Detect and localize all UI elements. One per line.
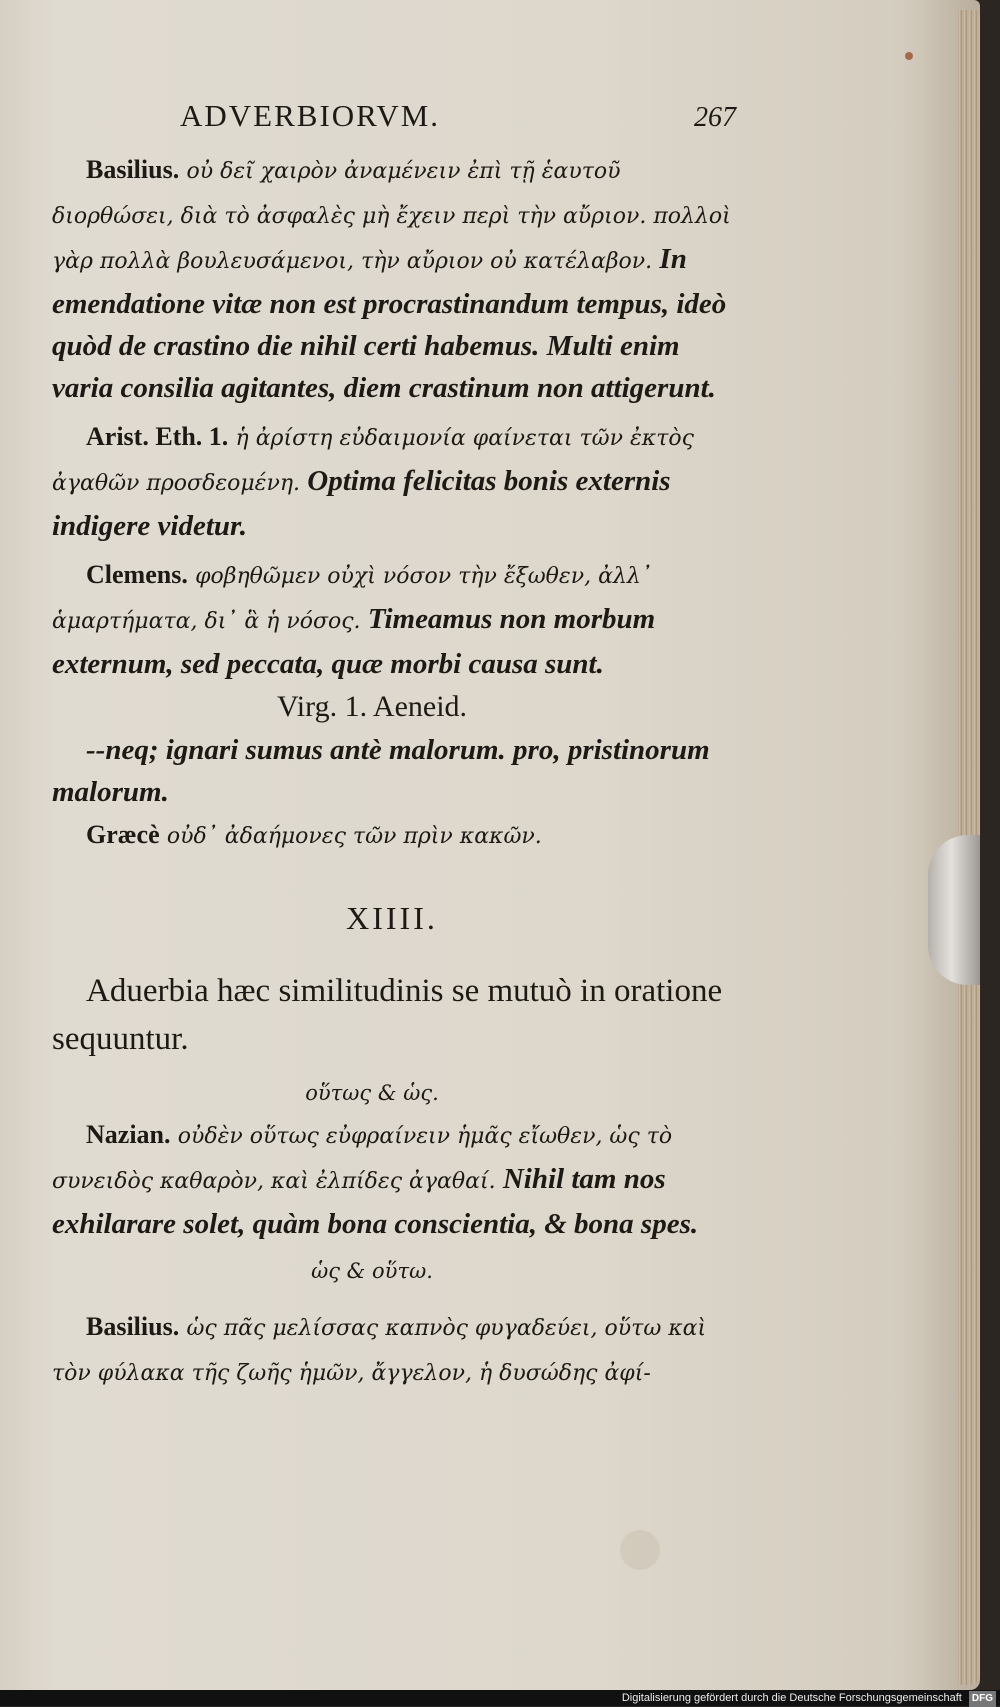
quote-basilius: [52, 148, 732, 409]
quote-clemens: [52, 553, 732, 685]
dfg-logo: DFG: [969, 1691, 996, 1707]
quote-author: Nazian.: [86, 1120, 171, 1149]
verse-greek: [52, 813, 732, 858]
latin-text: Timeamus non morbum externum, sed peccata, quæ morbi causa sunt.: [52, 603, 656, 680]
greek-text: οὐ δεῖ χαιρὸν ἀναμένειν ἐπὶ τῇ ἑαυτοῦ διορθώσει, διὰ τὸ ἀσφαλὲς μὴ ἔχειν περὶ τὴν αὔριον. πολλοὶ γὰρ πολλὰ βουλευσάμενοι, τὴν αὔριον οὐ κατέλαβον.: [52, 159, 731, 274]
greek-text: φοβηθῶμεν οὐχὶ νόσον τὴν ἔξωθεν, ἀλλ᾽ ἁμαρτήματα, δι᾽ ἃ ἡ νόσος.: [52, 564, 652, 634]
example-nazianzen: [52, 1113, 732, 1245]
adverb-pair-heading: ὡς & οὕτω.: [311, 1259, 433, 1283]
greek-label: Græcè: [86, 820, 160, 849]
stain-mark: [905, 52, 913, 60]
verse-line: [52, 729, 732, 813]
quote-author: Basilius.: [86, 155, 180, 184]
stain-mark: [620, 1530, 660, 1570]
verse-title: Virg. 1. Aeneid.: [276, 690, 468, 723]
running-head: ADVERBIORVM.: [180, 98, 441, 133]
page-header: [52, 98, 736, 148]
quote-author: Basilius.: [86, 1312, 180, 1341]
page-text: [52, 98, 736, 1395]
latin-text: Nihil tam nos exhilarare solet, quàm bona conscientia, & bona spes.: [52, 1163, 699, 1240]
quote-author: Clemens.: [86, 560, 188, 589]
greek-text: οὐδ᾽ ἀδαήμονες τῶν πρὶν κακῶν.: [166, 824, 542, 849]
adverb-pair-heading: οὕτως & ὡς.: [305, 1081, 439, 1105]
section-number: XIIII.: [346, 900, 438, 936]
latin-text: --neq; ignari sumus antè malorum. pro, pristinorum malorum.: [52, 734, 710, 808]
greek-text: οὐδὲν οὕτως εὐφραίνειν ἡμᾶς εἴωθεν, ὡς τὸ συνειδὸς καθαρὸν, καὶ ἐλπίδες ἀγαθαί.: [52, 1124, 673, 1194]
greek-text: ὡς πᾶς μελίσσας καπνὸς φυγαδεύει, οὕτω καὶ τὸν φύλακα τῆς ζωῆς ἡμῶν, ἄγγελον, ἡ δυσώδης ἀφί-: [52, 1316, 707, 1386]
page-number: 267: [694, 102, 736, 133]
latin-text: Optima felicitas bonis externis indigere videtur.: [52, 465, 671, 542]
section-rule: Aduerbia hæc similitudinis se mutuò in oratione sequuntur.: [52, 973, 723, 1057]
example-basilius: [52, 1305, 732, 1395]
greek-text: ἡ ἀρίστη εὐδαιμονία φαίνεται τῶν ἐκτὸς ἀγαθῶν προσδεομένη.: [52, 426, 694, 496]
digitization-footer: [0, 1690, 1000, 1706]
quote-author: Arist. Eth. 1.: [86, 422, 229, 451]
footer-credit: Digitalisierung gefördert durch die Deutsche Forschungsgemeinschaft: [621, 1692, 962, 1704]
page-holder-clip: [928, 835, 980, 985]
latin-text: In emendatione vitæ non est procrastinandum tempus, ideò quòd de crastino die nihil certi habemus. Multi enim varia consilia agitantes, diem crastinum non attigerunt.: [52, 243, 727, 404]
quote-aristotle: [52, 415, 732, 547]
